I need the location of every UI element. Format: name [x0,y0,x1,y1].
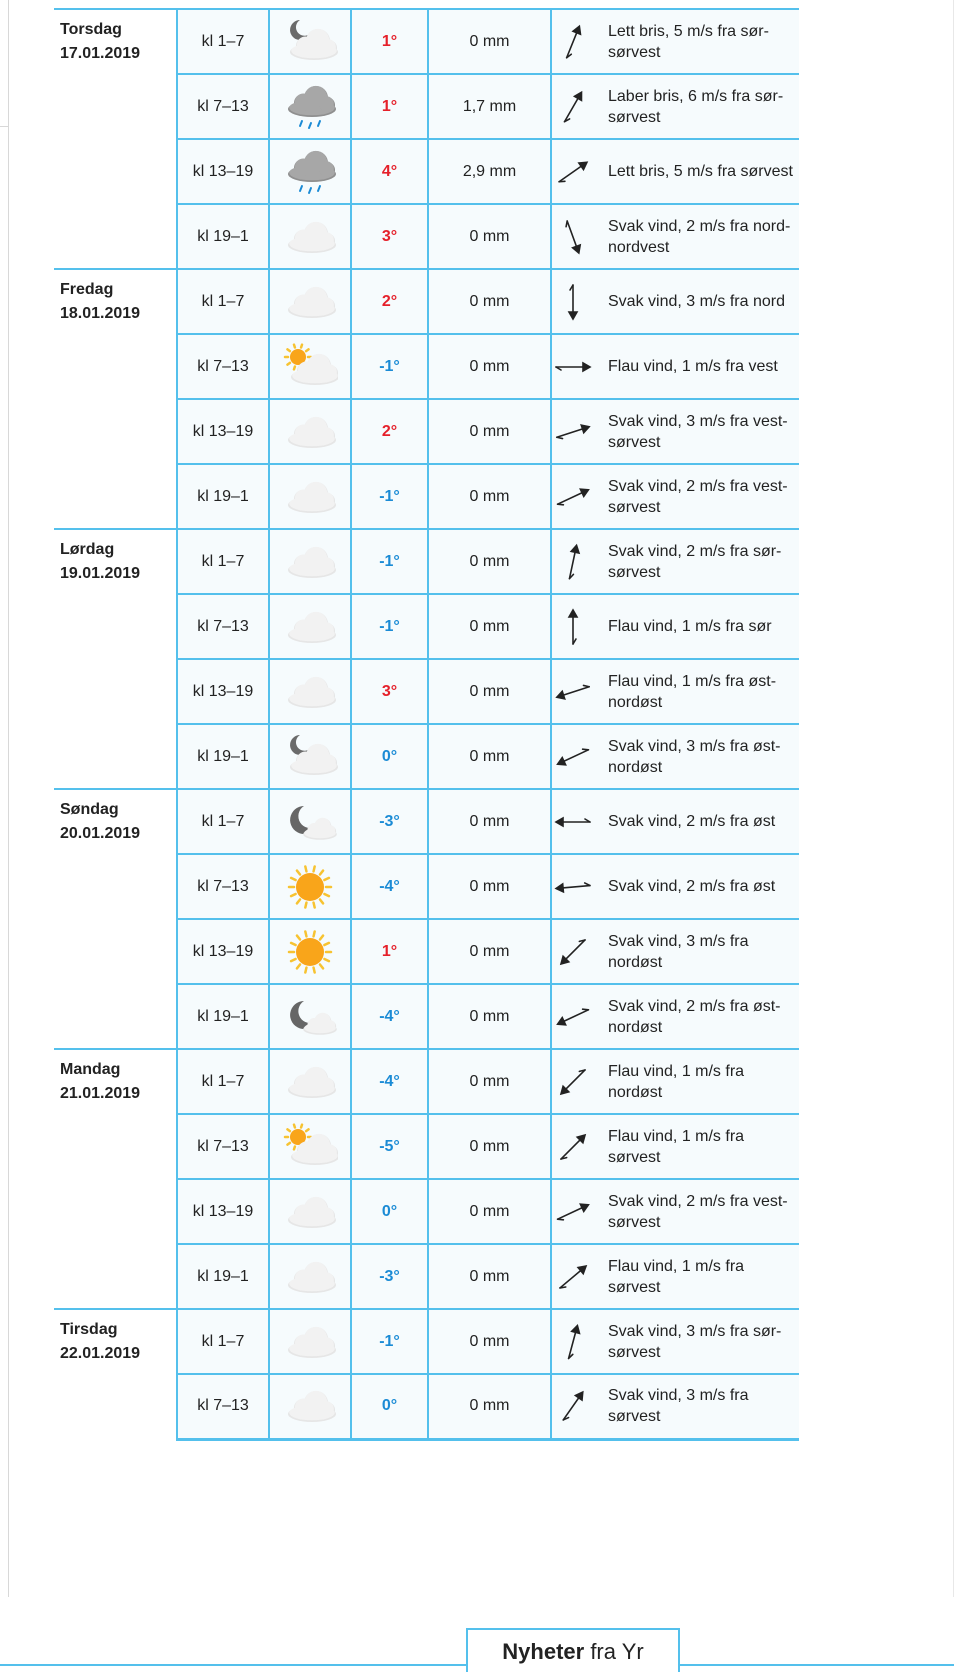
wind-arrow-icon [552,671,594,713]
wind-cell [551,659,799,724]
rain-cloud-icon [282,146,338,198]
temperature-cell: 0° [351,1179,428,1244]
day-date: 22.01.2019 [60,1345,141,1362]
temperature-cell: 4° [351,139,428,204]
wind-cell [551,399,799,464]
day-name: Fredag [60,281,114,298]
period-cell: kl 19–1 [177,464,269,529]
period-cell: kl 13–19 [177,659,269,724]
temperature-cell: -1° [351,594,428,659]
wind-description: Flau vind, 1 m/s fra sørvest [608,1257,745,1296]
temperature-cell: 2° [351,269,428,334]
period-cell: kl 7–13 [177,334,269,399]
precipitation-cell: 0 mm [428,1179,551,1244]
cloud-icon [282,1251,338,1303]
symbol-cell [269,1114,351,1179]
temperature-cell: -4° [351,1049,428,1114]
wind-cell [551,529,799,594]
wind-description: Flau vind, 1 m/s fra sør [608,618,772,635]
wind-cell [551,1114,799,1179]
precipitation-cell: 0 mm [428,854,551,919]
cloud-icon [282,536,338,588]
wind-arrow-icon [552,606,594,648]
day-name: Søndag [60,801,119,818]
symbol-cell [269,919,351,984]
period-cell: kl 7–13 [177,1114,269,1179]
wind-description: Svak vind, 2 m/s fra vest-sørvest [608,1192,788,1231]
temperature-cell: -4° [351,984,428,1049]
wind-cell [551,1179,799,1244]
period-cell: kl 19–1 [177,204,269,269]
cloud-icon [282,1056,338,1108]
precipitation-cell: 0 mm [428,529,551,594]
temperature-cell: -1° [351,529,428,594]
precipitation-cell: 0 mm [428,789,551,854]
cloud-icon [282,1316,338,1368]
wind-description: Svak vind, 3 m/s fra sørvest [608,1387,749,1426]
precipitation-cell: 0 mm [428,204,551,269]
wind-description: Svak vind, 2 m/s fra nord-nordvest [608,217,791,256]
wind-description: Flau vind, 1 m/s fra nordøst [608,1062,745,1101]
cloud-icon [282,1186,338,1238]
forecast-row [54,1049,799,1114]
period-cell: kl 7–13 [177,74,269,139]
precipitation-cell: 0 mm [428,659,551,724]
period-cell: kl 19–1 [177,1244,269,1309]
wind-description: Svak vind, 2 m/s fra øst-nordøst [608,997,781,1036]
period-cell: kl 13–19 [177,919,269,984]
wind-arrow-icon [552,86,594,128]
moon-cloud-icon [282,731,338,783]
wind-cell [551,464,799,529]
wind-description: Svak vind, 3 m/s fra sør-sørvest [608,1322,782,1361]
forecast-row [54,9,799,74]
wind-cell [551,74,799,139]
wind-arrow-icon [552,931,594,973]
day-name: Lørdag [60,541,115,558]
wind-cell [551,334,799,399]
period-cell: kl 13–19 [177,1179,269,1244]
wind-arrow-icon [552,736,594,778]
period-cell: kl 1–7 [177,789,269,854]
forecast-row [54,1309,799,1374]
cloud-icon [282,406,338,458]
wind-arrow-icon [552,346,594,388]
precipitation-cell: 0 mm [428,334,551,399]
precipitation-cell: 0 mm [428,1374,551,1439]
wind-description: Svak vind, 3 m/s fra nord [608,293,785,310]
day-date: 21.01.2019 [60,1085,141,1102]
precipitation-cell: 0 mm [428,1049,551,1114]
period-cell: kl 1–7 [177,1309,269,1374]
sun-icon [282,861,338,913]
wind-cell [551,789,799,854]
day-name: Tirsdag [60,1321,118,1338]
symbol-cell [269,74,351,139]
wind-cell [551,919,799,984]
day-date: 20.01.2019 [60,825,141,842]
wind-cell [551,984,799,1049]
period-cell: kl 19–1 [177,984,269,1049]
wind-arrow-icon [552,1385,594,1427]
temperature-cell: -1° [351,464,428,529]
symbol-cell [269,334,351,399]
precipitation-cell: 0 mm [428,269,551,334]
day-cell [54,529,177,789]
cloud-icon [282,471,338,523]
temperature-cell: 0° [351,1374,428,1439]
forecast-row [54,269,799,334]
day-cell [54,1049,177,1309]
wind-arrow-icon [552,1191,594,1233]
symbol-cell [269,1244,351,1309]
wind-cell [551,854,799,919]
forecast-row [54,789,799,854]
temperature-cell: -3° [351,1244,428,1309]
wind-cell [551,9,799,74]
wind-cell [551,139,799,204]
cloud-icon [282,666,338,718]
day-cell [54,1309,177,1439]
symbol-cell [269,139,351,204]
wind-description: Flau vind, 1 m/s fra vest [608,358,778,375]
period-cell: kl 7–13 [177,594,269,659]
wind-description: Svak vind, 3 m/s fra øst-nordøst [608,737,781,776]
day-name: Torsdag [60,21,122,38]
wind-cell [551,1049,799,1114]
cloud-icon [282,211,338,263]
wind-arrow-icon [552,21,594,63]
symbol-cell [269,1374,351,1439]
wind-arrow-icon [552,476,594,518]
symbol-cell [269,594,351,659]
wind-arrow-icon [552,1126,594,1168]
wind-arrow-icon [552,541,594,583]
wind-arrow-icon [552,1256,594,1298]
day-cell [54,9,177,269]
precipitation-cell: 0 mm [428,724,551,789]
precipitation-cell: 0 mm [428,9,551,74]
wind-description: Svak vind, 3 m/s fra vest-sørvest [608,412,788,451]
wind-cell [551,594,799,659]
wind-cell [551,204,799,269]
wind-arrow-icon [552,1321,594,1363]
temperature-cell: 1° [351,919,428,984]
day-cell [54,789,177,1049]
temperature-cell: 1° [351,74,428,139]
symbol-cell [269,724,351,789]
day-cell [54,269,177,529]
period-cell: kl 1–7 [177,1049,269,1114]
period-cell: kl 7–13 [177,1374,269,1439]
day-date: 17.01.2019 [60,45,141,62]
temperature-cell: -1° [351,334,428,399]
wind-cell [551,724,799,789]
temperature-cell: 3° [351,204,428,269]
precipitation-cell: 0 mm [428,1114,551,1179]
temperature-cell: 1° [351,9,428,74]
wind-cell [551,269,799,334]
symbol-cell [269,9,351,74]
day-date: 18.01.2019 [60,305,141,322]
precipitation-cell: 0 mm [428,399,551,464]
precipitation-cell: 0 mm [428,919,551,984]
left-rail [0,0,9,1597]
rain-cloud-icon [282,81,338,133]
wind-cell [551,1309,799,1374]
wind-cell [551,1244,799,1309]
symbol-cell [269,659,351,724]
forecast-row [54,529,799,594]
wind-arrow-icon [552,996,594,1038]
wind-description: Flau vind, 1 m/s fra sørvest [608,1127,745,1166]
precipitation-cell: 0 mm [428,464,551,529]
symbol-cell [269,399,351,464]
sun-icon [282,926,338,978]
symbol-cell [269,1179,351,1244]
temperature-cell: -3° [351,789,428,854]
temperature-cell: -4° [351,854,428,919]
symbol-cell [269,1309,351,1374]
wind-arrow-icon [552,281,594,323]
precipitation-cell: 1,7 mm [428,74,551,139]
wind-description: Svak vind, 2 m/s fra øst [608,878,776,895]
symbol-cell [269,984,351,1049]
wind-arrow-icon [552,801,594,843]
symbol-cell [269,789,351,854]
wind-arrow-icon [552,216,594,258]
news-tab[interactable]: Nyheter fra Yr [466,1628,680,1672]
period-cell: kl 1–7 [177,9,269,74]
precipitation-cell: 0 mm [428,1244,551,1309]
forecast-table [54,8,799,1441]
symbol-cell [269,1049,351,1114]
symbol-cell [269,464,351,529]
temperature-cell: 0° [351,724,428,789]
day-date: 19.01.2019 [60,565,141,582]
wind-description: Laber bris, 6 m/s fra sør-sørvest [608,87,784,126]
moon-small-cloud-icon [282,796,338,848]
symbol-cell [269,529,351,594]
cloud-icon [282,601,338,653]
wind-arrow-icon [552,411,594,453]
sun-cloud-icon [282,341,338,393]
wind-arrow-icon [552,151,594,193]
wind-description: Svak vind, 3 m/s fra nordøst [608,932,749,971]
wind-description: Flau vind, 1 m/s fra øst-nordøst [608,672,777,711]
wind-description: Svak vind, 2 m/s fra vest-sørvest [608,477,788,516]
period-cell: kl 1–7 [177,269,269,334]
period-cell: kl 1–7 [177,529,269,594]
wind-description: Svak vind, 2 m/s fra sør-sørvest [608,542,782,581]
temperature-cell: 2° [351,399,428,464]
temperature-cell: -1° [351,1309,428,1374]
period-cell: kl 7–13 [177,854,269,919]
wind-arrow-icon [552,866,594,908]
precipitation-cell: 0 mm [428,1309,551,1374]
period-cell: kl 13–19 [177,139,269,204]
moon-cloud-icon [282,16,338,68]
moon-small-cloud-icon [282,991,338,1043]
day-name: Mandag [60,1061,121,1078]
symbol-cell [269,204,351,269]
precipitation-cell: 0 mm [428,594,551,659]
period-cell: kl 19–1 [177,724,269,789]
cloud-icon [282,276,338,328]
wind-cell [551,1374,799,1439]
period-cell: kl 13–19 [177,399,269,464]
wind-arrow-icon [552,1061,594,1103]
cloud-icon [282,1380,338,1432]
precipitation-cell: 2,9 mm [428,139,551,204]
precipitation-cell: 0 mm [428,984,551,1049]
symbol-cell [269,269,351,334]
temperature-cell: 3° [351,659,428,724]
symbol-cell [269,854,351,919]
wind-description: Lett bris, 5 m/s fra sør-sørvest [608,22,769,61]
sun-cloud-icon [282,1121,338,1173]
temperature-cell: -5° [351,1114,428,1179]
wind-description: Lett bris, 5 m/s fra sørvest [608,163,793,180]
wind-description: Svak vind, 2 m/s fra øst [608,813,776,830]
